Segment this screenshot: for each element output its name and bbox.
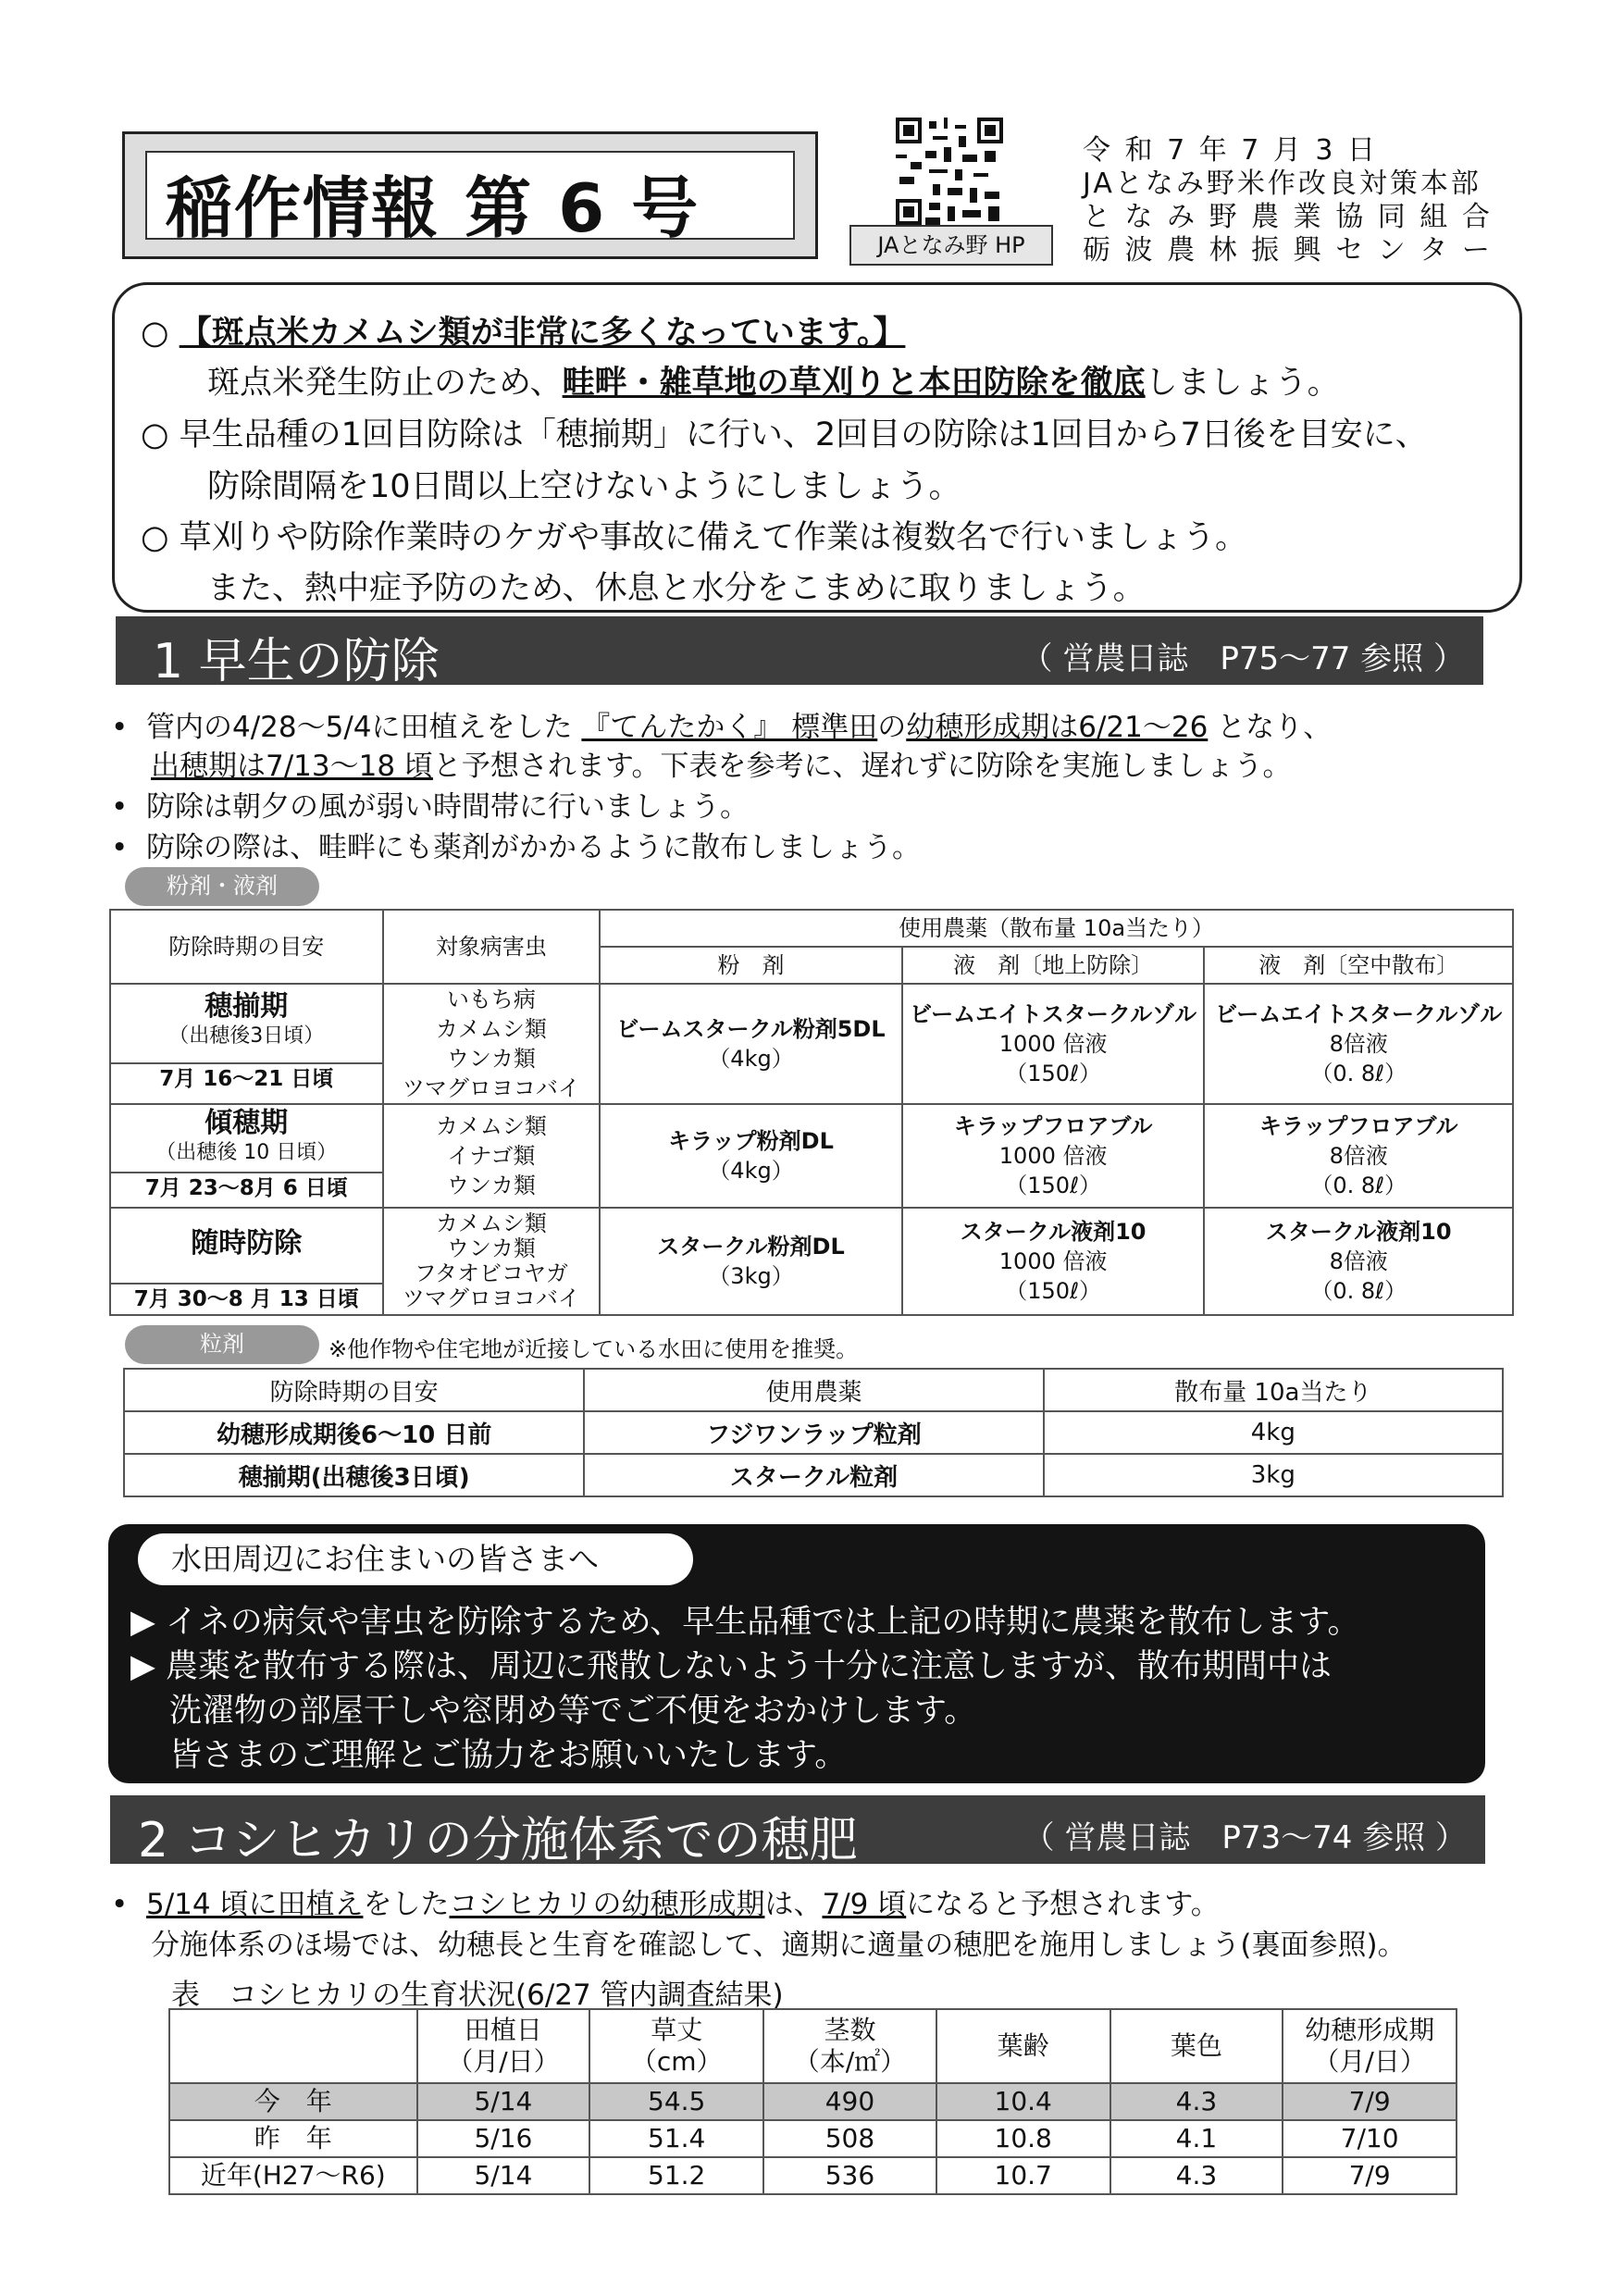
th-label: 幼穂形成期 (1305, 2015, 1435, 2045)
stage-sub: （出穂後 10 日頃） (155, 1141, 338, 1164)
stage-date: 7月 30～8 月 13 日頃 (111, 1283, 382, 1314)
th-amount: 散布量 10a当たり (1044, 1369, 1503, 1411)
th-panicle (1283, 2009, 1457, 2083)
underline-text: 7/9 頃 (822, 1888, 907, 1921)
th-leaf-color (1110, 2009, 1283, 2083)
notice-headline: 【斑点米カメムシ類が非常に多くなっています。】 (179, 315, 906, 352)
liquid-ground-cell (902, 1208, 1205, 1315)
bullet-s2: • 5/14 頃に田植えをしたコシヒカリの幼穂形成期は、7/9 頃になると予想されます。 (111, 1888, 1220, 1921)
th-label: 茎数 (824, 2015, 876, 2045)
cell: 5/16 (417, 2120, 590, 2157)
th-timing: 防除時期の目安 (124, 1369, 584, 1411)
pest-list: カメムシ類 ウンカ類 フタオビコヤガ ツマグロヨコバイ (383, 1208, 601, 1315)
text: となり、 (1217, 711, 1333, 744)
liquid-ground-cell (902, 984, 1205, 1104)
th-unit: （本/㎡） (793, 2046, 907, 2077)
title-inner (145, 151, 795, 247)
timing-cell (110, 984, 383, 1104)
lg-agent: ビームエイトスタークルゾル (910, 1001, 1197, 1027)
cell: 10.8 (936, 2120, 1110, 2157)
underline-text: 幼穂形成期は6/21～26 (906, 711, 1209, 744)
notice-box (112, 282, 1522, 613)
cell: 5/14 (417, 2083, 590, 2120)
issuer-2: と な み 野 農 業 協 同 組 合 (1083, 201, 1493, 233)
timing-cell (110, 1208, 383, 1315)
powder-liquid-tag: 粉剤・液剤 (125, 867, 319, 906)
stage-date: 7月 23～8月 6 日頃 (111, 1172, 382, 1203)
row-label: 昨 年 (169, 2120, 417, 2157)
issuer-3: 砺 波 農 林 振 興 セ ン タ ー (1083, 234, 1493, 267)
notice-text: 斑点米発生防止のため、 (207, 365, 563, 402)
page-title: 稲作情報 第 6 号 (166, 169, 700, 247)
stage-date: 7月 16～21 日頃 (111, 1062, 382, 1094)
bullet-3: • 防除の際は、畦畔にも薬剤がかかるように散布しましょう。 (111, 831, 921, 864)
granule-tag: 粒剤 (125, 1325, 319, 1364)
text: 管内の4/28～5/4に田植えをした (146, 711, 573, 744)
text: をした (363, 1888, 450, 1921)
residents-line-2: ▶ 農薬を散布する際は、周辺に飛散しないよう十分に注意しますが、散布期間中は (130, 1648, 1333, 1685)
lg-amount: （150ℓ） (1005, 1173, 1101, 1198)
notice-line-4: 防除間隔を10日間以上空けないようにしましょう。 (207, 468, 961, 505)
notice-text: しましょう。 (1145, 365, 1340, 402)
notice-line-3: ○ 早生品種の1回目防除は「穂揃期」に行い、2回目の防除は1回目から7日後を目安に、 (141, 416, 1428, 453)
cell: 7/10 (1283, 2120, 1457, 2157)
th-unit: （cm） (630, 2046, 723, 2077)
th-timing: 防除時期の目安 (110, 910, 383, 984)
th-powder: 粉 剤 (600, 947, 902, 984)
notice-line-2 (207, 357, 1340, 403)
table-row (124, 1454, 1503, 1496)
th-agent: 使用農薬（散布量 10a当たり） (600, 910, 1513, 947)
cell: 490 (763, 2083, 936, 2120)
table-row (169, 2120, 1457, 2157)
table-row (110, 1208, 1513, 1315)
text: 防除は朝夕の風が弱い時間帯に行いましょう。 (146, 790, 749, 824)
powder-agent: キラップ粉剤DL (668, 1128, 834, 1154)
th-label: 葉齢 (997, 2030, 1049, 2061)
th-planting (417, 2009, 590, 2083)
th-label: 田植日 (464, 2015, 542, 2045)
liquid-ground-cell (902, 1104, 1205, 1208)
la-amount: （0. 8ℓ） (1310, 1061, 1407, 1086)
stage-sub: （出穂後3日頃） (168, 1024, 325, 1048)
th-blank (169, 2009, 417, 2083)
th-stems (763, 2009, 936, 2083)
cell: 51.4 (589, 2120, 763, 2157)
table-growth (168, 2008, 1457, 2195)
th-liquid-air: 液 剤〔空中散布〕 (1204, 947, 1513, 984)
th-agent: 使用農薬 (584, 1369, 1043, 1411)
cell: 51.2 (589, 2157, 763, 2194)
th-pest: 対象病害虫 (383, 910, 601, 984)
cell: 536 (763, 2157, 936, 2194)
qr-code-icon[interactable] (896, 118, 1003, 225)
powder-agent: ビームスタークル粉剤5DL (616, 1016, 886, 1042)
powder-amount: （4kg） (708, 1046, 794, 1072)
section-2-header (110, 1795, 1485, 1868)
underline-text: コシヒカリの幼穂形成期 (449, 1888, 765, 1921)
la-amount: （0. 8ℓ） (1310, 1173, 1407, 1198)
section-1-ref: （ 営農日誌 P75～77 参照 ） (1021, 640, 1465, 677)
notice-line-1 (141, 307, 905, 354)
table-granule (123, 1368, 1504, 1497)
th-liquid-ground: 液 剤〔地上防除〕 (902, 947, 1205, 984)
bullet-2: • 防除は朝夕の風が弱い時間帯に行いましょう。 (111, 790, 749, 824)
powder-amount: （4kg） (708, 1158, 794, 1184)
table-row (169, 2157, 1457, 2194)
cell: 4.1 (1110, 2120, 1283, 2157)
cell: 54.5 (589, 2083, 763, 2120)
residents-line-1: ▶ イネの病気や害虫を防除するため、早生品種では上記の時期に農薬を散布します。 (130, 1604, 1360, 1641)
powder-cell (600, 1208, 902, 1315)
la-dilution: 8倍液 (1329, 1248, 1388, 1274)
th-height (589, 2009, 763, 2083)
residents-title: 水田周辺にお住まいの皆さまへ (138, 1533, 693, 1585)
text: になると予想されます。 (906, 1888, 1220, 1921)
stage: 穂揃期 (205, 990, 289, 1023)
section-2-ref: （ 営農日誌 P73～74 参照 ） (1023, 1819, 1467, 1856)
powder-cell (600, 984, 902, 1104)
circle-bullet: ○ (141, 315, 169, 352)
bullet-s2-cont: 分施体系のほ場では、幼穂長と生育を確認して、適期に適量の穂肥を施用しましょう(裏面参照)。 (151, 1929, 1407, 1962)
lg-agent: キラップフロアブル (953, 1113, 1153, 1139)
la-agent: キラップフロアブル (1258, 1113, 1458, 1139)
residents-line-3: 洗濯物の部屋干しや窓閉め等でご不便をおかけします。 (169, 1693, 977, 1730)
th-label: 草丈 (651, 2015, 703, 2045)
text: 防除の際は、畦畔にも薬剤がかかるように散布しましょう。 (146, 831, 921, 864)
bullet-1-cont (151, 742, 1291, 784)
lg-amount: （150ℓ） (1005, 1061, 1101, 1086)
text: は、 (764, 1888, 823, 1921)
lg-agent: スタークル液剤10 (960, 1219, 1147, 1245)
powder-cell (600, 1104, 902, 1208)
cell: 5/14 (417, 2157, 590, 2194)
table-row (124, 1411, 1503, 1454)
cell: 4.3 (1110, 2083, 1283, 2120)
liquid-air-cell (1204, 1104, 1513, 1208)
timing-cell: 幼穂形成期後6～10 日前 (124, 1411, 584, 1454)
issue-date: 令 和 7 年 7 月 3 日 (1083, 134, 1379, 167)
notice-line-6: また、熱中症予防のため、休息と水分をこまめに取りましょう。 (207, 570, 1146, 607)
la-amount: （0. 8ℓ） (1310, 1278, 1407, 1304)
la-agent: スタークル液剤10 (1265, 1219, 1452, 1245)
notice-line-5: ○ 草刈りや防除作業時のケガや事故に備えて作業は複数名で行いましょう。 (141, 519, 1247, 556)
agent-cell: フジワンラップ粒剤 (584, 1411, 1043, 1454)
pest-list: いもち病 カメムシ類 ウンカ類 ツマグロヨコバイ (383, 984, 601, 1104)
section-2-title: 2 コシヒカリの分施体系での穂肥 (138, 1813, 858, 1868)
timing-cell: 穂揃期(出穂後3日頃) (124, 1454, 584, 1496)
agent-cell: スタークル粒剤 (584, 1454, 1043, 1496)
table-row (110, 984, 1513, 1104)
notice-emphasis: 畦畔・雑草地の草刈りと本田防除を徹底 (562, 365, 1146, 402)
pest-list: カメムシ類 イナゴ類 ウンカ類 (383, 1104, 601, 1208)
lg-dilution: 1000 倍液 (998, 1143, 1108, 1169)
th-unit: （月/日） (447, 2046, 560, 2077)
cell: 4.3 (1110, 2157, 1283, 2194)
cell: 508 (763, 2120, 936, 2157)
row-label: 今 年 (169, 2083, 417, 2120)
la-dilution: 8倍液 (1329, 1031, 1388, 1057)
table-caption: 表 コシヒカリの生育状況(6/27 管内調査結果) (171, 1979, 784, 2012)
lg-dilution: 1000 倍液 (998, 1248, 1108, 1274)
timing-cell (110, 1104, 383, 1208)
cell: 7/9 (1283, 2083, 1457, 2120)
underline-text: 『てんたかく』 標準田 (581, 711, 878, 744)
powder-amount: （3kg） (708, 1263, 794, 1289)
bullet-1: • 管内の4/28～5/4に田植えをした 『てんたかく』 標準田の幼穂形成期は6/21～26 となり、 (111, 711, 1333, 744)
text: と予想されます。下表を参考に、遅れずに防除を実施しましょう。 (432, 750, 1292, 783)
th-leaf-age (936, 2009, 1110, 2083)
th-unit: （月/日） (1313, 2046, 1426, 2077)
table-row (169, 2083, 1457, 2120)
amount-cell: 4kg (1044, 1411, 1503, 1454)
stage: 随時防除 (191, 1227, 303, 1260)
lg-amount: （150ℓ） (1005, 1278, 1101, 1304)
residents-line-4: 皆さまのご理解とご協力をお願いいたします。 (169, 1737, 848, 1774)
table-row (110, 1104, 1513, 1208)
text: の (877, 711, 907, 744)
stage: 傾穂期 (205, 1107, 289, 1139)
section-1-title: 1 早生の防除 (153, 634, 440, 689)
title-frame (122, 131, 818, 259)
hp-link-badge[interactable]: JAとなみ野 HP (849, 225, 1053, 266)
granule-note: ※他作物や住宅地が近接している水田に使用を推奨。 (329, 1336, 859, 1362)
la-agent: ビームエイトスタークルゾル (1215, 1001, 1503, 1027)
liquid-air-cell (1204, 984, 1513, 1104)
cell: 10.4 (936, 2083, 1110, 2120)
liquid-air-cell (1204, 1208, 1513, 1315)
lg-dilution: 1000 倍液 (998, 1031, 1108, 1057)
underline-text: 出穂期は7/13～18 頃 (151, 750, 433, 783)
residents-notice (108, 1524, 1485, 1783)
cell: 7/9 (1283, 2157, 1457, 2194)
section-1-header (116, 616, 1483, 689)
cell: 10.7 (936, 2157, 1110, 2194)
amount-cell: 3kg (1044, 1454, 1503, 1496)
row-label: 近年(H27～R6) (169, 2157, 417, 2194)
underline-text: 5/14 頃に田植え (146, 1888, 364, 1921)
th-label: 葉色 (1170, 2030, 1222, 2061)
powder-agent: スタークル粉剤DL (657, 1234, 845, 1260)
issuer-block (1083, 134, 1493, 267)
la-dilution: 8倍液 (1329, 1143, 1388, 1169)
issuer-1: JAとなみ野米作改良対策本部 (1083, 168, 1481, 200)
table-powder-liquid (109, 909, 1514, 1316)
